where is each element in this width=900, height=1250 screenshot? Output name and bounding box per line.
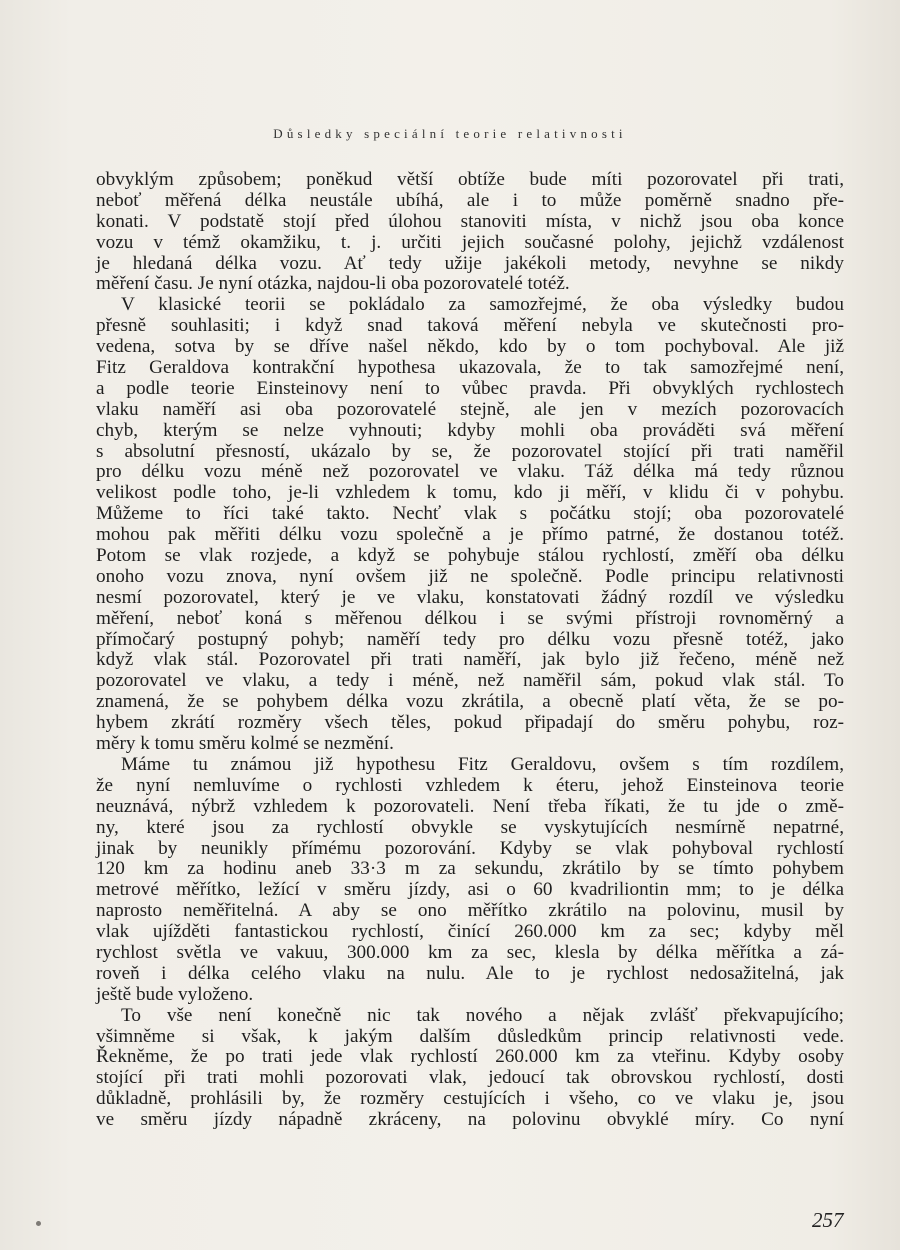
margin-dot bbox=[36, 1221, 41, 1226]
text-line: vlak ujížděti fantastickou rychlostí, činící 260.000 km za sec; kdyby měl bbox=[96, 921, 844, 943]
text-line: měření času. Je nyní otázka, najdou-li oba pozorovatelé totéž. bbox=[96, 273, 570, 295]
text-line: neboť měřená délka neustále ubíhá, ale i to může poměrně snadno pře- bbox=[96, 189, 844, 211]
text-line: měření, neboť koná s měřenou délkou i se svými přístroji rovnoměrný a bbox=[96, 607, 844, 629]
text-line: ny, které jsou za rychlostí obvykle se vyskytujících nesmírně nepatrné, bbox=[96, 816, 844, 838]
text-line: 120 km za hodinu aneb 33·3 m za sekundu, zkrátilo by se tímto pohybem bbox=[96, 858, 844, 880]
text-line: a podle teorie Einsteinovy není to vůbec pravda. Při obvyklých rychlostech bbox=[96, 377, 844, 399]
text-line: je hledaná délka vozu. Ať tedy užije jakékoli metody, nevyhne se nikdy bbox=[96, 252, 844, 274]
text-line: stojící při trati mohli pozorovati vlak, jedoucí tak obrovskou rychlostí, dosti bbox=[96, 1067, 844, 1089]
text-line: Fitz Geraldova kontrakční hypothesa ukazovala, že to tak samozřejmé není, bbox=[96, 357, 844, 379]
text-line: chyb, kterým se nelze vyhnouti; kdyby mohli oba prováděti svá měření bbox=[96, 419, 844, 441]
text-line: rychlost světla ve vakuu, 300.000 km za sec, klesla by délka měřítka a zá- bbox=[96, 941, 844, 963]
text-line: pozorovatel ve vlaku, a tedy i méně, než naměřil sám, pokud vlak stál. To bbox=[96, 670, 844, 692]
text-line: jinak by neunikly přímému pozorování. Kdyby se vlak pohyboval rychlostí bbox=[96, 837, 844, 859]
text-line: velikost podle toho, je-li vzhledem k tomu, kdo ji měří, v klidu či v pohybu. bbox=[96, 482, 844, 504]
body-text bbox=[96, 170, 844, 1131]
text-line: konati. V podstatě stojí před úlohou stanoviti místa, v nichž jsou oba konce bbox=[96, 210, 844, 232]
text-line: když vlak stál. Pozorovatel při trati naměří, jak bylo již řečeno, méně než bbox=[96, 649, 844, 671]
text-line: Potom se vlak rozjede, a když se pohybuje stálou rychlostí, změří oba délku bbox=[96, 545, 844, 567]
text-line: znamená, že se pohybem délka vozu zkrátila, a obecně platí věta, že se po- bbox=[96, 691, 844, 713]
text-line: nesmí pozorovatel, který je ve vlaku, konstatovati žádný rozdíl ve výsledku bbox=[96, 586, 844, 608]
text-line: obvyklým způsobem; poněkud větší obtíže bude míti pozorovatel při trati, bbox=[96, 169, 844, 190]
text-line: mohou pak měřiti délku vozu společně a je přímo patrné, že dostanou totéž. bbox=[96, 524, 844, 546]
text-line: metrové měřítko, ležící v směru jízdy, asi o 60 kvadriliontin mm; to je délka bbox=[96, 879, 844, 901]
text-line: přesně souhlasiti; i když snad taková měření nebyla ve skutečnosti pro- bbox=[96, 315, 844, 337]
text-line: roveň i délka celého vlaku na nulu. Ale to je rychlost nedosažitelná, jak bbox=[96, 962, 844, 984]
paragraph-start-line: To vše není konečně nic tak nového a nějak zvlášť překvapujícího; bbox=[121, 1004, 844, 1026]
text-line: ve směru jízdy nápadně zkráceny, na polovinu obvyklé míry. Co nyní bbox=[96, 1109, 844, 1131]
text-line: vedena, sotva by se dříve našel někdo, kdo by o tom pochyboval. Ale již bbox=[96, 336, 844, 358]
text-line: důkladně, prohlásili by, že rozměry cestujících i všeho, co ve vlaku je, jsou bbox=[96, 1088, 844, 1110]
text-line: s absolutní přesností, ukázalo by se, že pozorovatel stojící při trati naměřil bbox=[96, 440, 844, 462]
text-line: že nyní nemluvíme o rychlosti vzhledem k éteru, jehož Einsteinova teorie bbox=[96, 774, 844, 796]
text-line: neuznává, nýbrž vzhledem k pozorovateli. Není třeba říkati, že tu jde o změ- bbox=[96, 795, 844, 817]
text-line: vozu v témž okamžiku, t. j. určiti jejich současné polohy, jejichž vzdálenost bbox=[96, 231, 844, 253]
text-line: hybem zkrátí rozměry všech těles, pokud připadají do směru pohybu, roz- bbox=[96, 712, 844, 734]
text-line: Můžeme to říci také takto. Nechť vlak s počátku stojí; oba pozorovatelé bbox=[96, 503, 844, 525]
text-line: všimněme si však, k jakým dalším důsledkům princip relativnosti vede. bbox=[96, 1025, 844, 1047]
page-number: 257 bbox=[812, 1208, 844, 1232]
text-line: vlaku naměří asi oba pozorovatelé stejně, ale jen v mezích pozorovacích bbox=[96, 398, 844, 420]
text-line: pro délku vozu méně než pozorovatel ve vlaku. Táž délka má tedy různou bbox=[96, 461, 844, 483]
text-line: naprosto neměřitelná. A aby se ono měřítko zkrátilo na polovinu, musil by bbox=[96, 900, 844, 922]
text-line: přímočarý postupný pohyb; naměří tedy pro délku vozu přesně totéž, jako bbox=[96, 628, 844, 650]
text-line: Řekněme, že po trati jede vlak rychlostí 260.000 km za vteřinu. Kdyby osoby bbox=[96, 1046, 844, 1068]
text-line: měry k tomu směru kolmé se nezmění. bbox=[96, 733, 394, 755]
text-line: onoho vozu znova, nyní ovšem již ne společně. Podle principu relativnosti bbox=[96, 565, 844, 587]
running-head: Důsledky speciální teorie relativnosti bbox=[273, 126, 627, 141]
paragraph-start-line: Máme tu známou již hypothesu Fitz Geraldovu, ovšem s tím rozdílem, bbox=[121, 753, 844, 775]
text-line: ještě bude vyloženo. bbox=[96, 983, 254, 1005]
paragraph-start-line: V klasické teorii se pokládalo za samozřejmé, že oba výsledky budou bbox=[121, 294, 844, 316]
